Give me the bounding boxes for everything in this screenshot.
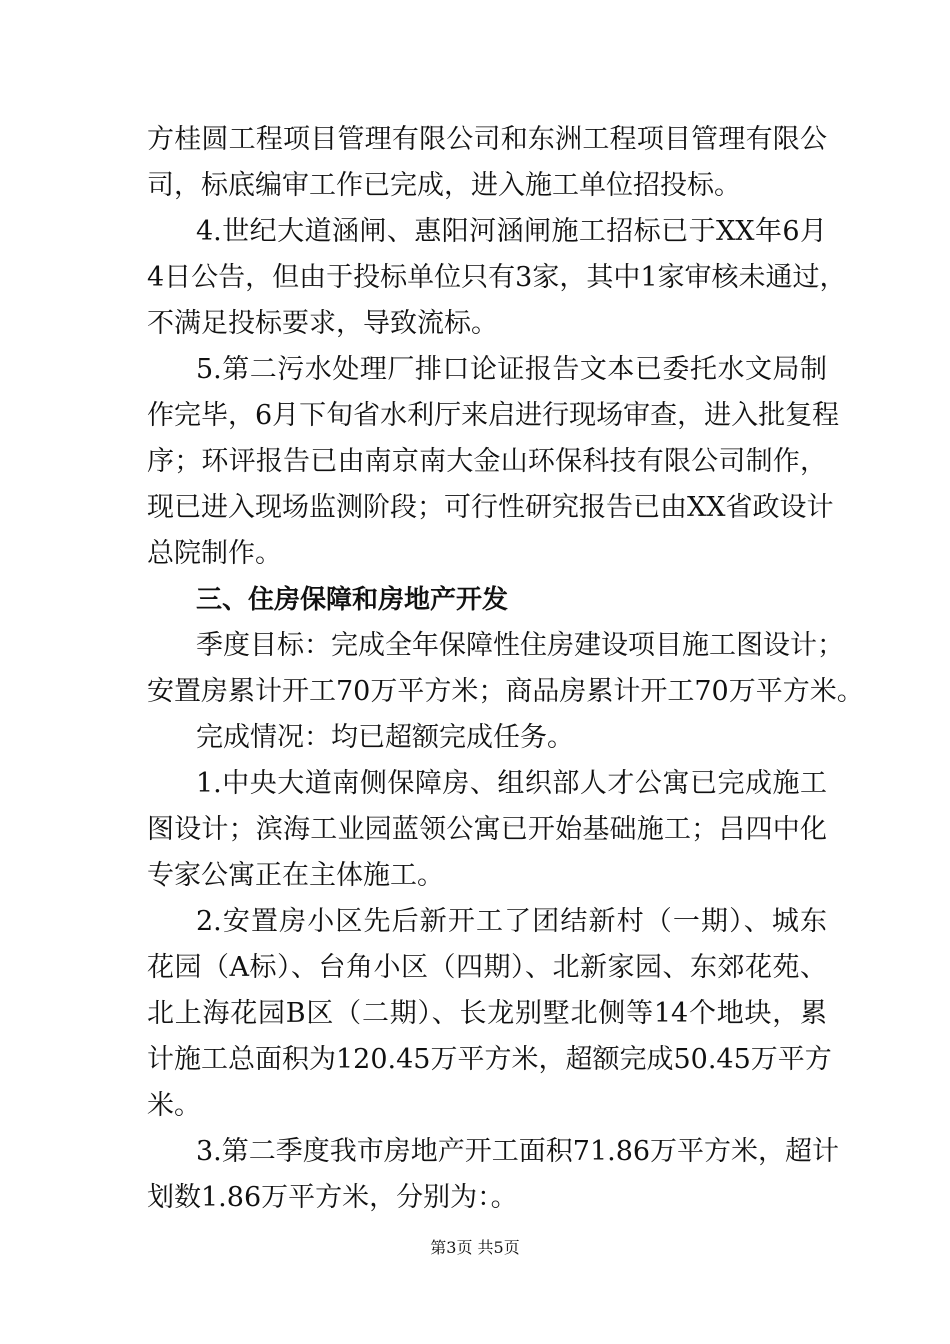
paragraph-line: 不满足投标要求，导致流标。 [147, 308, 498, 339]
paragraph-line: 划数1.86万平方米，分别为：。 [147, 1182, 518, 1213]
paragraph-line: 4.世纪大道涵闸、惠阳河涵闸施工招标已于XX年6月 [196, 216, 827, 247]
paragraph-line: 3.第二季度我市房地产开工面积71.86万平方米，超计 [196, 1136, 840, 1167]
paragraph-line: 计施工总面积为120.45万平方米，超额完成50.45万平方 [147, 1044, 832, 1075]
section-heading: 三、住房保障和房地产开发 [196, 585, 509, 615]
paragraph-line: 图设计；滨海工业园蓝领公寓已开始基础施工；吕四中化 [147, 814, 827, 845]
paragraph-line: 4日公告，但由于投标单位只有3家，其中1家审核未通过， [147, 262, 847, 293]
paragraph-line: 序；环评报告已由南京南大金山环保科技有限公司制作， [147, 446, 827, 477]
paragraph-line: 北上海花园B区（二期）、长龙别墅北侧等14个地块，累 [147, 998, 827, 1029]
paragraph-line: 5.第二污水处理厂排口论证报告文本已委托水文局制 [196, 354, 827, 385]
paragraph-line: 司，标底编审工作已完成，进入施工单位招投标。 [147, 170, 741, 201]
paragraph-line: 米。 [147, 1090, 201, 1121]
paragraph-line: 作完毕，6月下旬省水利厅来启进行现场审查，进入批复程 [147, 400, 840, 431]
paragraph-line: 完成情况：均已超额完成任务。 [196, 722, 574, 753]
paragraph-line: 专家公寓正在主体施工。 [147, 860, 444, 891]
paragraph-line: 现已进入现场监测阶段；可行性研究报告已由XX省政设计 [147, 492, 834, 523]
paragraph-line: 方桂圆工程项目管理有限公司和东洲工程项目管理有限公 [147, 124, 827, 155]
paragraph-line: 季度目标：完成全年保障性住房建设项目施工图设计； [196, 630, 844, 661]
paragraph-line: 花园（A标）、台角小区（四期）、北新家园、东郊花苑、 [147, 952, 827, 983]
paragraph-line: 总院制作。 [147, 538, 282, 569]
paragraph-line: 2.安置房小区先后新开工了团结新村（一期）、城东 [196, 906, 827, 937]
paragraph-line: 1.中央大道南侧保障房、组织部人才公寓已完成施工 [196, 768, 827, 799]
paragraph-line: 安置房累计开工70万平方米；商品房累计开工70万平方米。 [147, 676, 864, 707]
page-number-footer: 第3页 共5页 [430, 1238, 520, 1257]
